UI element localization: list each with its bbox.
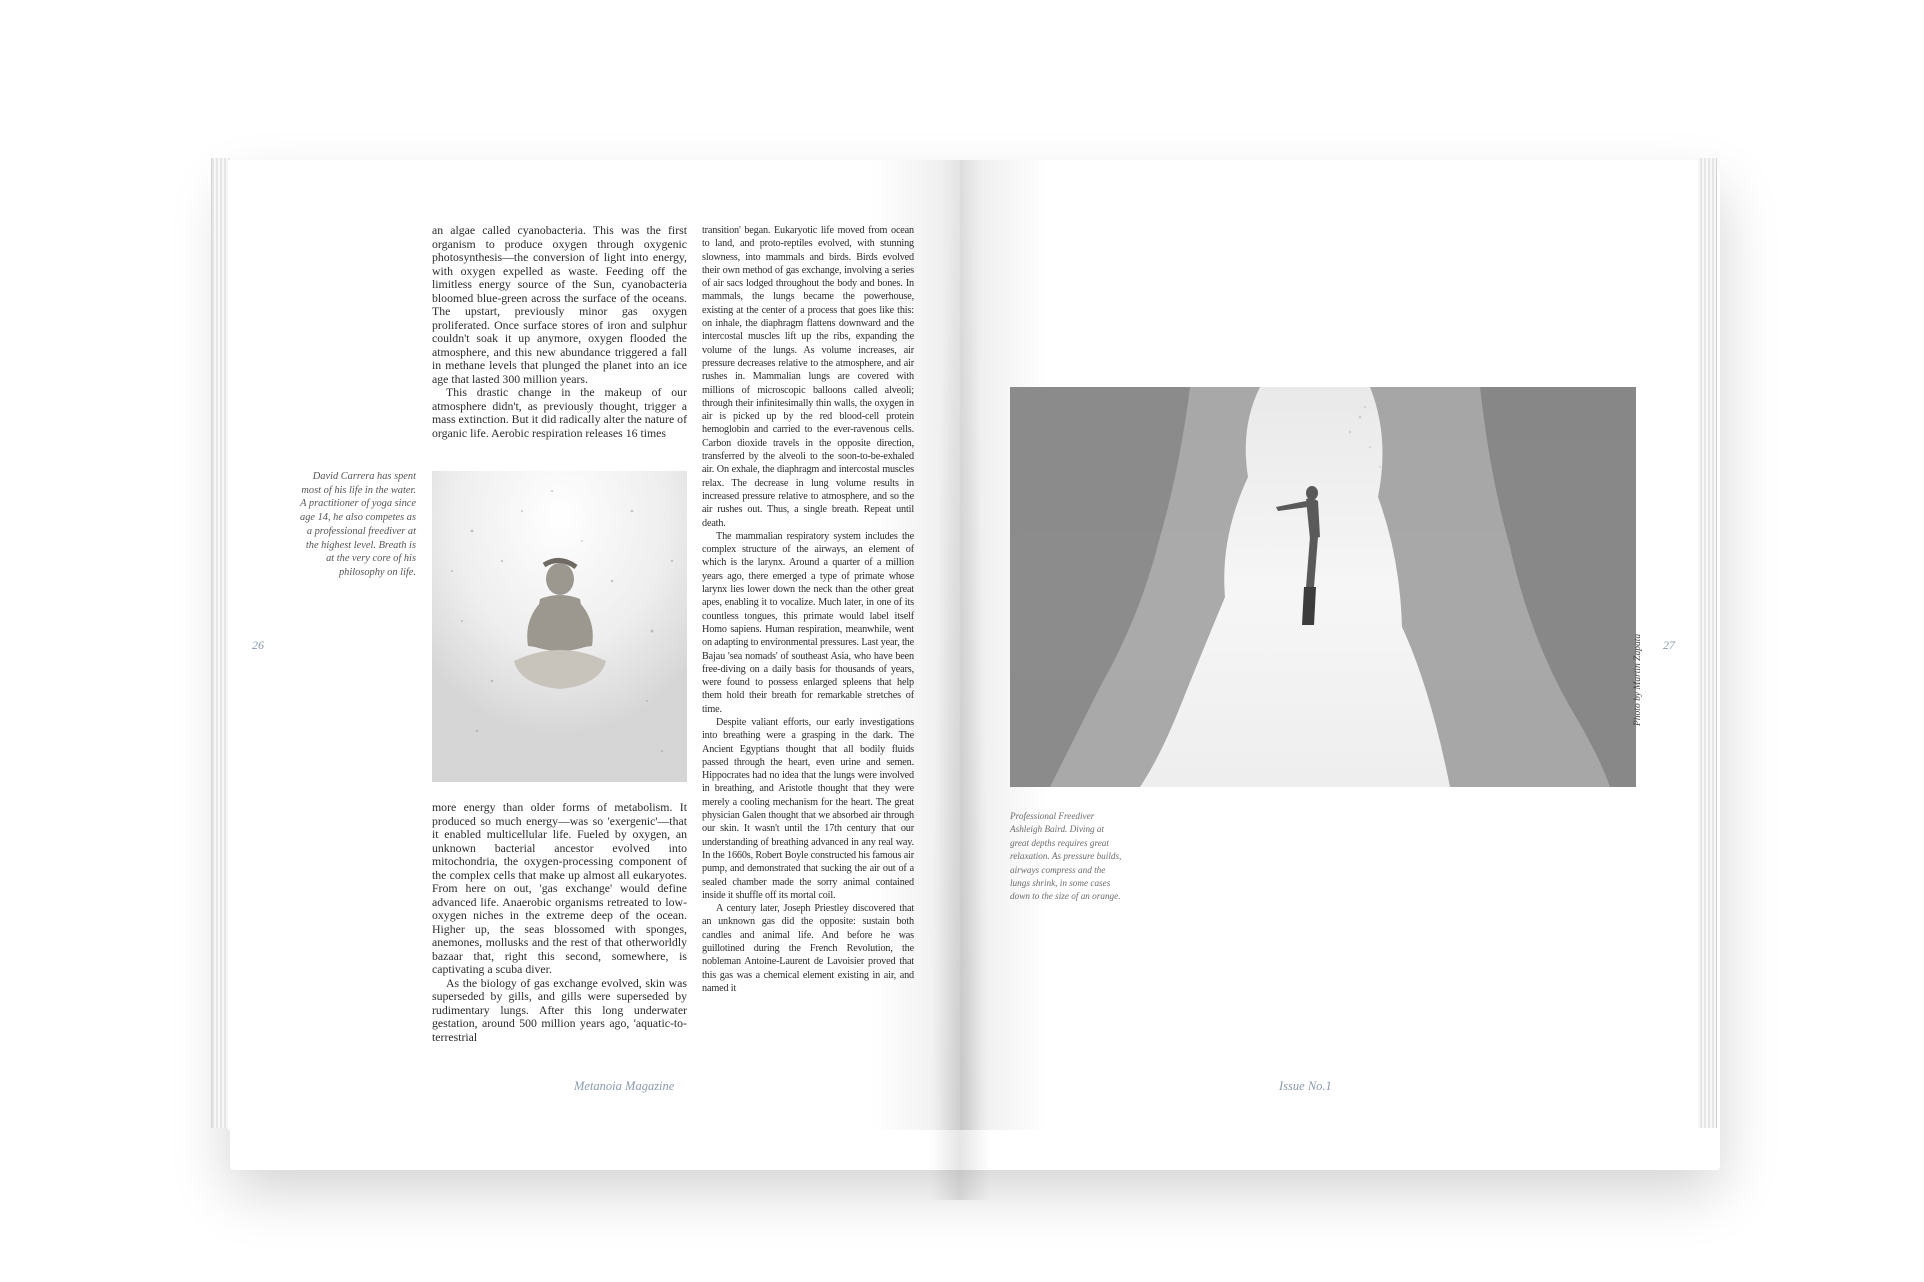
paragraph: an algae called cyanobacteria. This was the first organism to produce oxygen through oxygenic photosynthesis—the conversion of light into energy, with oxygen expelled as waste. Feeding off the limitless energy source of the Sun, cyanobacteria bloomed blue-green across the surface of the oceans. The upstart, previously minor gas oxygen proliferated. Once surface stores of iron and sulphur couldn't soak it up anymore, oxygen flooded the atmosphere, and this new abundance triggered a fall in methane levels that plunged the planet into an ice age that lasted 300 million years. xyxy=(432,223,687,386)
freediver-canyon-illustration xyxy=(1010,387,1636,787)
paragraph: The mammalian respiratory system includes the complex structure of the airways, an element of which is the larynx. Around a quarter of a million years ago, there emerged a type of primate whose larynx lies lower down the neck than the other great apes, enabling it to vocalize. Much later, in one of its countless tongues, this primate would label itself Homo sapiens. Human respiration, meanwhile, went on adapting to environmental pressures. Last year, the Bajau 'sea nomads' of southeast Asia, who have been free-diving on a daily basis for thousands of years, were found to possess enlarged spleens that help them hold their breath for remarkable stretches of time. xyxy=(702,530,914,715)
photo-credit: Photo by Martin Zapata xyxy=(1633,633,1643,726)
photo-caption: Professional Freediver Ashleigh Baird. Diving at great depths requires great relaxation. As pressure builds, airways compress and the lungs shrink, in some cases down to the size of an orange. xyxy=(1010,811,1122,902)
article-column-1-top xyxy=(432,224,687,440)
spine-shadow xyxy=(930,160,990,1200)
page-number-right: 27 xyxy=(1663,638,1675,652)
paragraph: As the biology of gas exchange evolved, skin was superseded by gills, and gills were superseded by rudimentary lungs. After this long underwater gestation, around 500 million years ago, 'aquatic-to-terrestrial xyxy=(432,975,687,1044)
meditating-diver-photo xyxy=(432,471,687,782)
meditating-diver-illustration xyxy=(432,471,687,782)
paragraph: Despite valiant efforts, our early investigations into breathing were a grasping in the dark. The Ancient Egyptians thought that all bodily fluids passed through the heart, even urine and semen. Hippocrates had no idea that the lungs were involved in breathing, and Aristotle thought that they were merely a cooling mechanism for the heart. The great physician Galen thought that we absorbed air through our skin. It wasn't until the 17th century that our understanding of breathing advanced in any real way. In the 1660s, Robert Boyle constructed his famous air pump, and demonstrated that sucking the air out of a sealed chamber made the sorry animal contained inside it shuffle off its mortal coil. xyxy=(702,716,914,901)
paragraph: transition' began. Eukaryotic life moved from ocean to land, and proto-reptiles evolved, with stunning slowness, into mammals and birds. Birds evolved their own method of gas exchange, involving a series of air sacs lodged throughout the body and bones. In mammals, the lungs became the powerhouse, existing at the center of a process that goes like this: on inhale, the diaphragm flattens downward and the intercostal muscles lift up the ribs, expanding the volume of the lungs. As volume increases, air pressure decreases relative to the atmosphere, and air rushes in. Mammalian lungs are covered with millions of microscopic balloons called alveoli; through their infinitesimally thin walls, the oxygen in air is picked up by the red blood-cell protein hemoglobin and carried to the ever-ravenous cells. Carbon dioxide travels in the opposite direction, transferred by the alveoli to the soon-to-be-exhaled air. On exhale, the diaphragm and intercostal muscles relax. The decrease in lung volume results in increased pressure relative to atmosphere, and so the air rushes out. Thus, a single breath. Repeat until death. xyxy=(702,225,914,529)
paragraph: more energy than older forms of metabolism. It produced so much energy—was so 'exergenic'—that it enabled multicellular life. Fueled by oxygen, an unknown bacterial ancestor evolved into mitochondria, the oxygen-processing component of the complex cells that make up almost all eukaryotes. From here on out, 'gas exchange' would define advanced life. Anaerobic organisms retreated to low-oxygen niches in the extreme deep of the ocean. Higher up, the seas blossomed with sponges, anemones, mollusks and the rest of that otherworldly bazaar that, right this second, somewhere, is captivating a scuba diver. xyxy=(432,800,687,976)
article-column-1-bottom xyxy=(432,801,687,1044)
freediver-photo xyxy=(1010,387,1636,787)
footer-issue-number: Issue No.1 xyxy=(1279,1079,1332,1093)
article-column-2 xyxy=(702,224,914,995)
side-caption: David Carrera has spent most of his life in the water. A practitioner of yoga since age 14, he also competes as a professional freediver at the highest level. Breath is at the very core of his philosophy on life. xyxy=(300,471,417,578)
paragraph: This drastic change in the makeup of our atmosphere didn't, as previously thought, trigger a mass extinction. But it did radically alter the nature of organic life. Aerobic respiration releases 16 times xyxy=(432,385,687,440)
page-number-left: 26 xyxy=(252,638,264,652)
right-page-edges xyxy=(1698,158,1717,1128)
paragraph: A century later, Joseph Priestley discovered that an unknown gas did the opposite: sustain both candles and animal life. And before he was guillotined during the French Revolution, the nobleman Antoine-Laurent de Lavoisier proved that this gas was a chemical element existing in air, and named it xyxy=(702,903,914,994)
footer-magazine-title: Metanoia Magazine xyxy=(574,1079,675,1093)
